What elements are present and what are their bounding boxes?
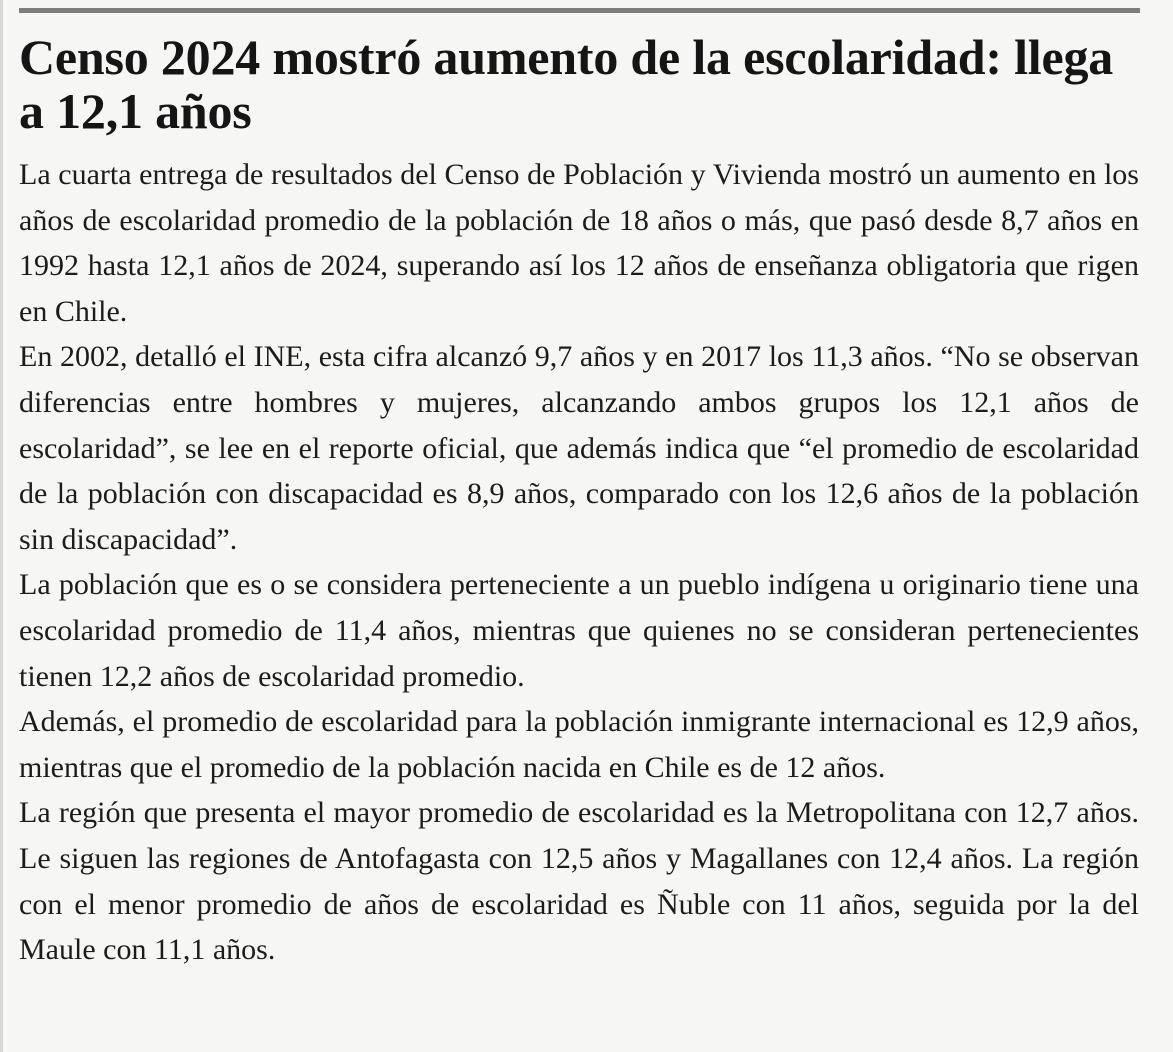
headline: Censo 2024 mostró aumento de la escolaridad: llega a 12,1 años [19, 29, 1114, 139]
paragraph-regions: La región que presenta el mayor promedio de escolaridad es la Metropolitana con 12,7 años. Le siguen las regiones de Antofagasta con 12,5 años y Magallanes con 12,4 años. La región con el menor promedio de años de escolaridad es Ñuble con 11 años, seguida por la del Maule con 11,1 años. [19, 796, 1139, 967]
column-edge [0, 0, 3, 1052]
paragraph-immigrant: Además, el promedio de escolaridad para la población inmigrante internacional es 12,9 años, mientras que el promedio de la población nacida en Chile es de 12 años. [19, 705, 1139, 784]
top-divider [19, 8, 1140, 13]
paragraph-intro: La cuarta entrega de resultados del Censo de Población y Vivienda mostró un aumento en los años de escolaridad promedio de la población de 18 años o más, que pasó desde 8,7 años en 1992 hasta 12,1 años de 2024, superando así los 12 años de enseñanza obligatoria que rigen en Chile. [19, 158, 1139, 328]
paragraph-indigenous: La población que es o se considera perteneciente a un pueblo indígena u originario tiene una escolaridad promedio de 11,4 años, mientras que quienes no se consideran pertenecientes tienen 12,2 años de escolaridad promedio. [19, 568, 1139, 693]
article-body [19, 152, 1139, 973]
paragraph-gender-disability: En 2002, detalló el INE, esta cifra alcanzó 9,7 años y en 2017 los 11,3 años. “No se observan diferencias entre hombres y mujeres, alcanzando ambos grupos los 12,1 años de escolaridad”, se lee en el reporte oficial, que además indica que “el promedio de escolaridad de la población con discapacidad es 8,9 años, comparado con los 12,6 años de la población sin discapacidad”. [19, 340, 1139, 556]
